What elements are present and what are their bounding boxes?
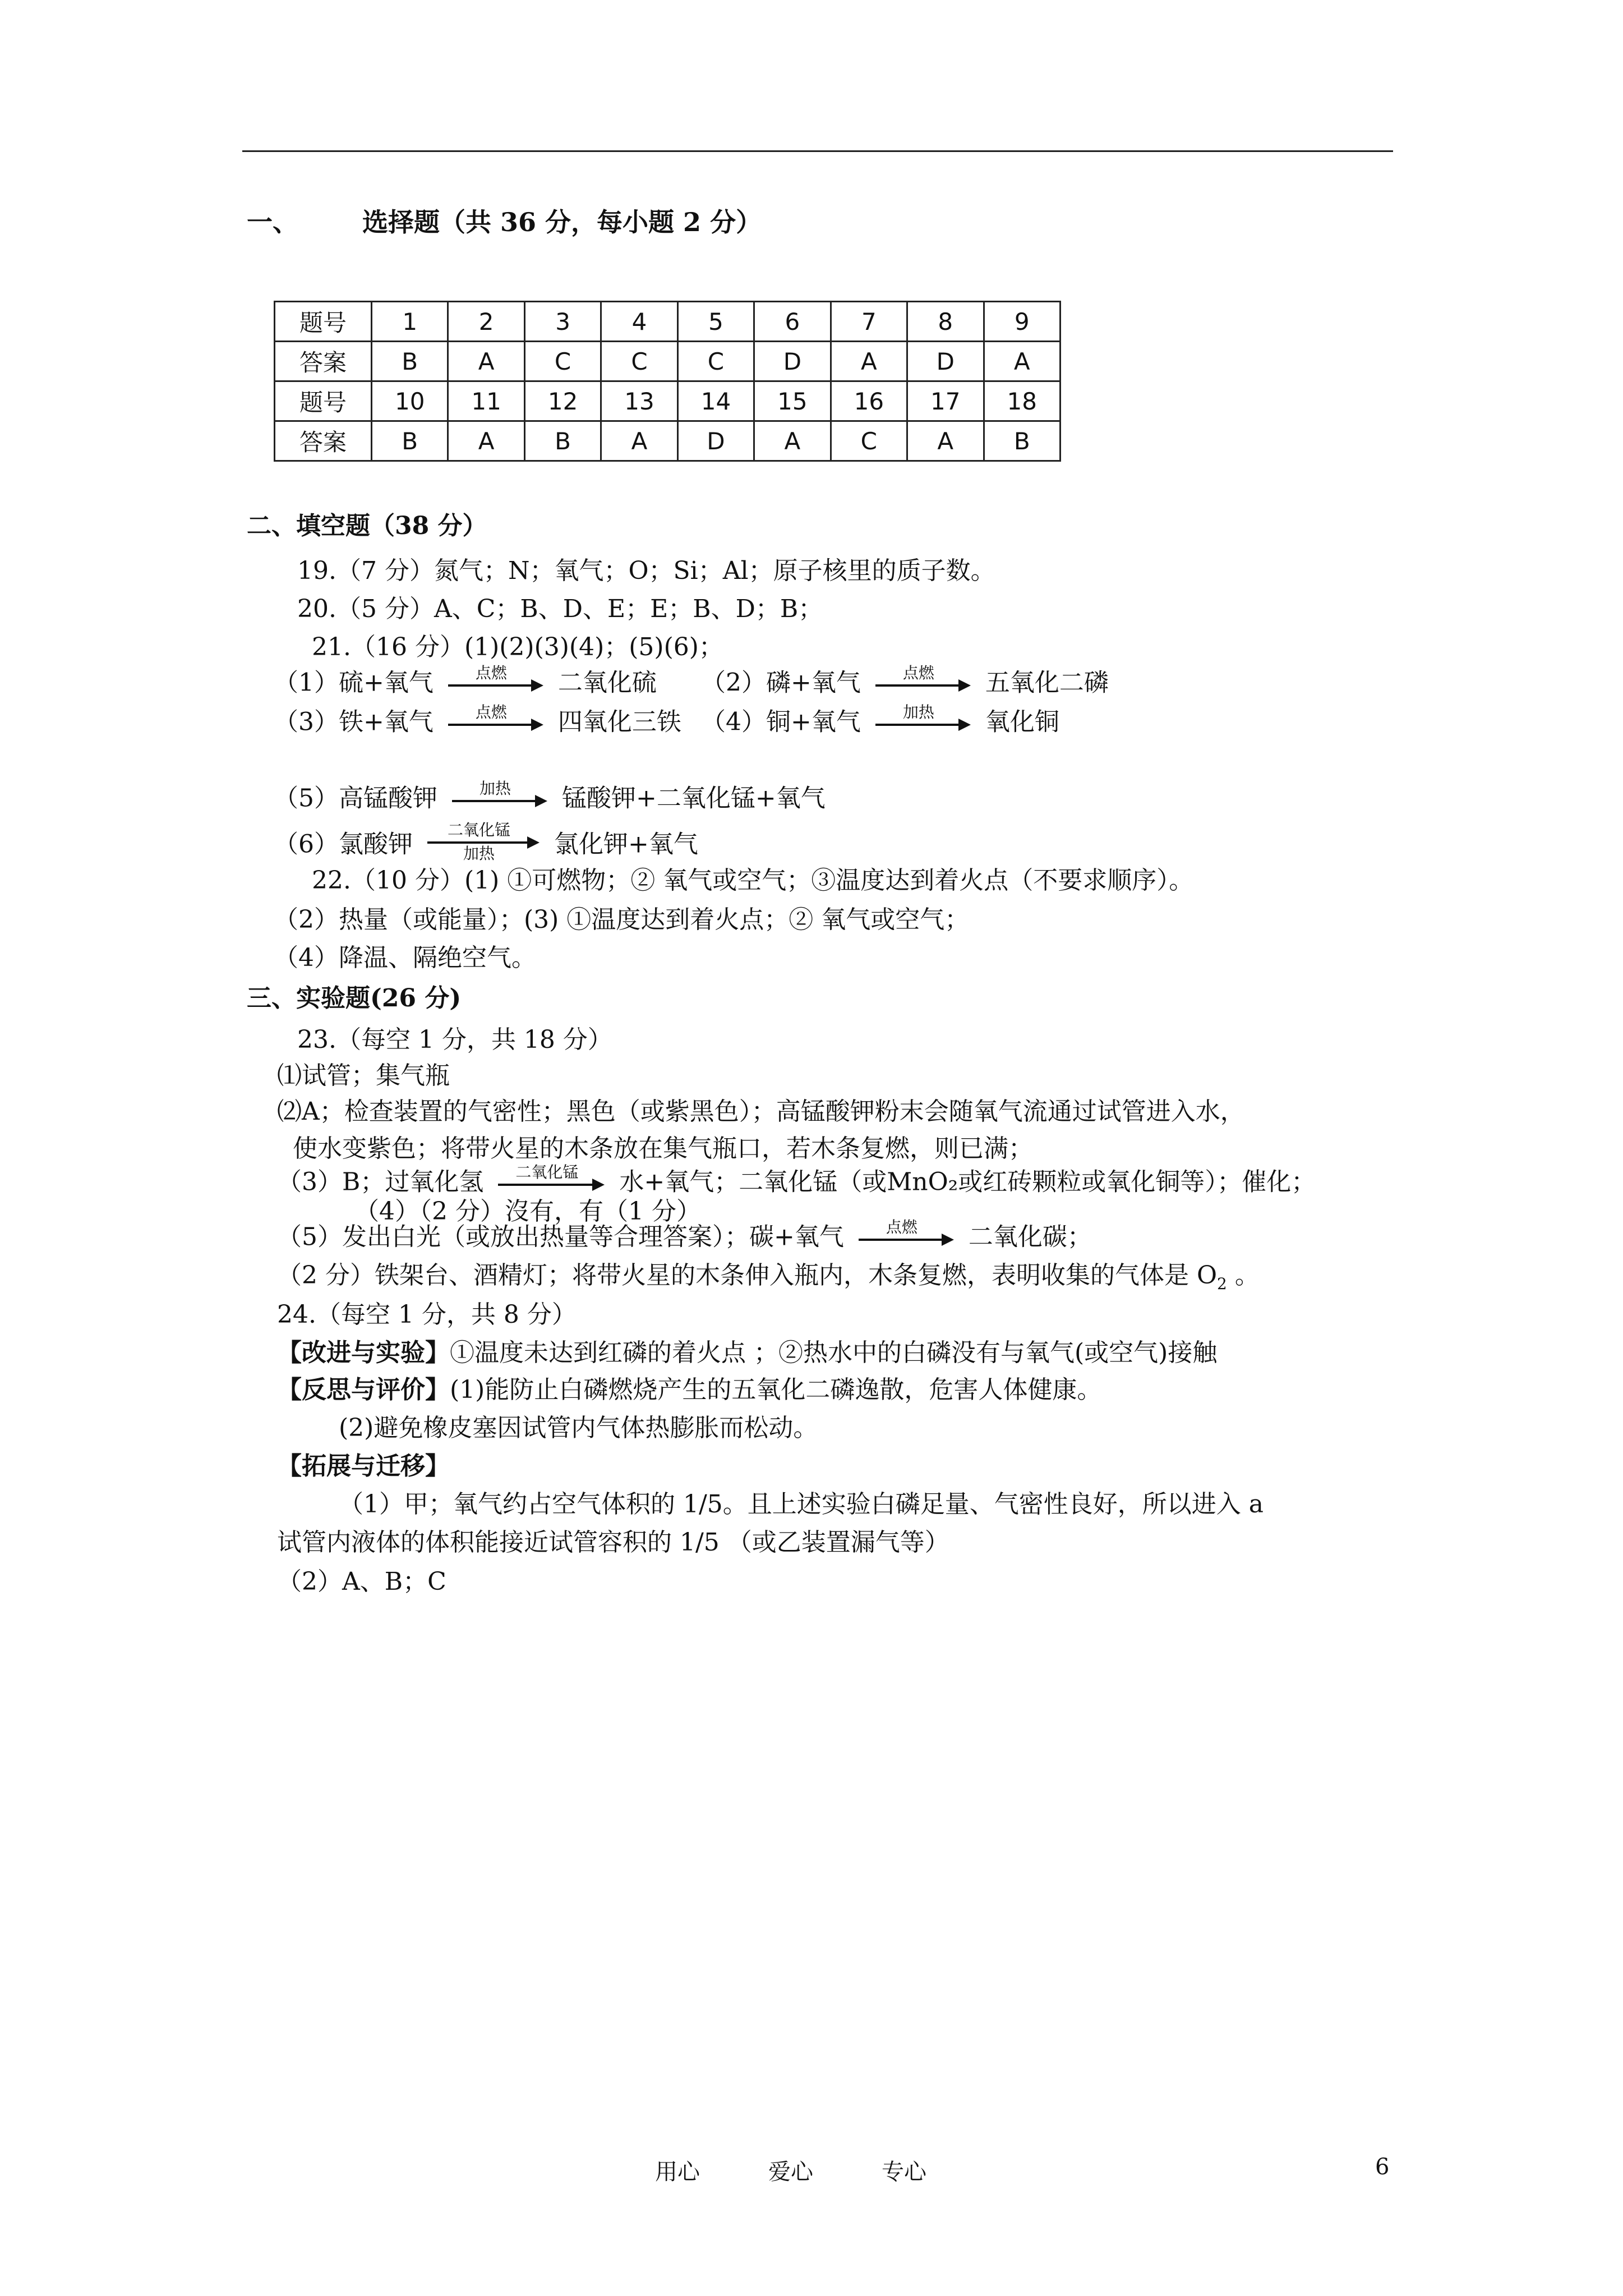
table-cell: 5 bbox=[677, 302, 754, 342]
table-header-cell: 答案 bbox=[275, 421, 372, 461]
q23-part-2a: ⑵A；检查装置的气密性；黑色（或紫黑色）；高锰酸钾粉末会随氧气流通过试管进入水， bbox=[277, 1097, 1245, 1126]
q23-part-1: ⑴试管；集气瓶 bbox=[277, 1061, 450, 1090]
table-header-cell: 答案 bbox=[275, 342, 372, 381]
reaction-arrow-icon: 加热 bbox=[452, 783, 547, 817]
footer-word-3: 专心 bbox=[882, 2159, 926, 2185]
table-cell: 4 bbox=[601, 302, 677, 342]
q22-line-3: （4）降温、隔绝空气。 bbox=[274, 944, 536, 972]
table-cell: C bbox=[831, 421, 907, 461]
table-cell: B bbox=[372, 421, 448, 461]
table-cell: 3 bbox=[524, 302, 601, 342]
table-cell: 14 bbox=[677, 381, 754, 421]
equation-2: （2）磷+氧气 点燃 五氧化二磷 bbox=[701, 668, 1109, 701]
q23-part-4: （4）（2 分）沒有，有（1 分） bbox=[354, 1197, 701, 1226]
table-cell: A bbox=[601, 421, 677, 461]
table-cell: B bbox=[372, 342, 448, 381]
table-cell: 8 bbox=[907, 302, 984, 342]
table-cell: 1 bbox=[372, 302, 448, 342]
table-cell: B bbox=[984, 421, 1061, 461]
table-header-cell: 题号 bbox=[275, 302, 372, 342]
table-cell: D bbox=[754, 342, 831, 381]
q24-extension-label: 【拓展与迁移】 bbox=[277, 1452, 450, 1480]
table-cell: 2 bbox=[448, 302, 524, 342]
q20-answer: 20.（5 分）A、C；B、D、E；E；B、D；B； bbox=[297, 595, 823, 623]
q24-reflection-1: 【反思与评价】(1)能防止白磷燃烧产生的五氧化二磷逸散，危害人体健康。 bbox=[277, 1375, 1102, 1404]
q23-part-5: （5）发出白光（或放出热量等合理答案）；碳+氧气 点燃 二氧化碳； bbox=[277, 1222, 1092, 1255]
reaction-arrow-icon: 点燃 bbox=[448, 707, 543, 740]
table-cell: 15 bbox=[754, 381, 831, 421]
equation-5: （5）高锰酸钾 加热 锰酸钾+二氧化锰+氧气 bbox=[274, 783, 826, 817]
reaction-arrow-icon: 点燃 bbox=[859, 1222, 954, 1255]
table-cell: 11 bbox=[448, 381, 524, 421]
table-header-cell: 题号 bbox=[275, 381, 372, 421]
q22-line-1: 22.（10 分）(1) ①可燃物；② 氧气或空气；③温度达到着火点（不要求顺序）。 bbox=[312, 866, 1194, 895]
reaction-arrow-icon: 点燃 bbox=[875, 668, 971, 701]
q23-part-2b: 使水变紫色；将带火星的木条放在集气瓶口，若木条复燃，则已满； bbox=[293, 1134, 1033, 1163]
q24-extension-1: （1）甲；氧气约占空气体积的 1/5。且上述实验白磷足量、气密性良好，所以进入 a bbox=[339, 1490, 1264, 1519]
table-cell: 17 bbox=[907, 381, 984, 421]
table-cell: 6 bbox=[754, 302, 831, 342]
q23-part-6: （2 分）铁架台、酒精灯；将带火星的木条伸入瓶内，木条复燃，表明收集的气体是 $O_2$ 。 bbox=[277, 1261, 1260, 1293]
table-row-numbers-2 bbox=[275, 381, 1061, 421]
table-cell: 10 bbox=[372, 381, 448, 421]
q21-header: 21.（16 分）(1)(2)(3)(4)；(5)(6)； bbox=[312, 633, 723, 661]
page-number: 6 bbox=[1375, 2154, 1390, 2180]
table-cell: 7 bbox=[831, 302, 907, 342]
table-cell: D bbox=[907, 342, 984, 381]
q24-extension-3: （2）A、B；C bbox=[277, 1567, 446, 1596]
q24-header: 24.（每空 1 分，共 8 分） bbox=[277, 1300, 577, 1329]
table-row-numbers-1 bbox=[275, 302, 1061, 342]
reaction-arrow-icon: 二氧化锰 加热 bbox=[427, 825, 540, 867]
table-cell: 13 bbox=[601, 381, 677, 421]
table-cell: A bbox=[754, 421, 831, 461]
q22-line-2: （2）热量（或能量）；(3) ①温度达到着火点；② 氧气或空气； bbox=[274, 905, 970, 934]
table-cell: D bbox=[677, 421, 754, 461]
table-cell: B bbox=[524, 421, 601, 461]
table-cell: A bbox=[907, 421, 984, 461]
table-cell: 9 bbox=[984, 302, 1061, 342]
reaction-arrow-icon: 点燃 bbox=[448, 668, 543, 701]
q24-reflection-2: (2)避免橡皮塞因试管内气体热膨胀而松动。 bbox=[339, 1414, 818, 1442]
table-cell: 16 bbox=[831, 381, 907, 421]
equation-1: （1）硫+氧气 点燃 二氧化硫 bbox=[274, 668, 657, 701]
table-cell: A bbox=[448, 342, 524, 381]
q23-part-3: （3）B；过氧化氢 二氧化锰 水+氧气；二氧化锰（或MnO₂或红砖颗粒或氧化铜等）；催化； bbox=[277, 1167, 1316, 1200]
section2-title: 二、填空题（38 分） bbox=[247, 512, 487, 540]
section1-title: 选择题（共 36 分，每小题 2 分） bbox=[362, 207, 762, 237]
header-rule bbox=[242, 150, 1393, 152]
q24-improvement: 【改进与实验】①温度未达到红磷的着火点 ；②热水中的白磷没有与氧气(或空气)接触 bbox=[277, 1338, 1218, 1367]
footer-word-2: 爱心 bbox=[768, 2159, 813, 2185]
table-cell: A bbox=[984, 342, 1061, 381]
table-cell: A bbox=[448, 421, 524, 461]
reaction-arrow-icon: 二氧化锰 bbox=[498, 1167, 605, 1200]
table-cell: C bbox=[601, 342, 677, 381]
table-cell: A bbox=[831, 342, 907, 381]
section3-title: 三、实验题(26 分) bbox=[247, 984, 462, 1013]
footer-word-1: 用心 bbox=[655, 2159, 700, 2185]
q19-answer: 19.（7 分）氮气；N；氧气；O；Si；Al；原子核里的质子数。 bbox=[297, 556, 995, 585]
table-row-answers-1 bbox=[275, 342, 1061, 381]
equation-3: （3）铁+氧气 点燃 四氧化三铁 bbox=[274, 707, 681, 740]
q23-header: 23.（每空 1 分，共 18 分） bbox=[297, 1025, 612, 1054]
table-cell: 12 bbox=[524, 381, 601, 421]
table-row-answers-2 bbox=[275, 421, 1061, 461]
reaction-arrow-icon: 加热 bbox=[875, 707, 971, 740]
section1-number: 一、 bbox=[247, 207, 298, 237]
table-cell: C bbox=[524, 342, 601, 381]
table-cell: C bbox=[677, 342, 754, 381]
equation-6: （6）氯酸钾 二氧化锰 加热 氯化钾+氧气 bbox=[274, 825, 698, 867]
table-cell: 18 bbox=[984, 381, 1061, 421]
equation-4: （4）铜+氧气 加热 氧化铜 bbox=[701, 707, 1059, 740]
q24-extension-2: 试管内液体的体积能接近试管容积的 1/5 （或乙装置漏气等） bbox=[277, 1528, 949, 1557]
answer-table bbox=[274, 301, 1061, 462]
